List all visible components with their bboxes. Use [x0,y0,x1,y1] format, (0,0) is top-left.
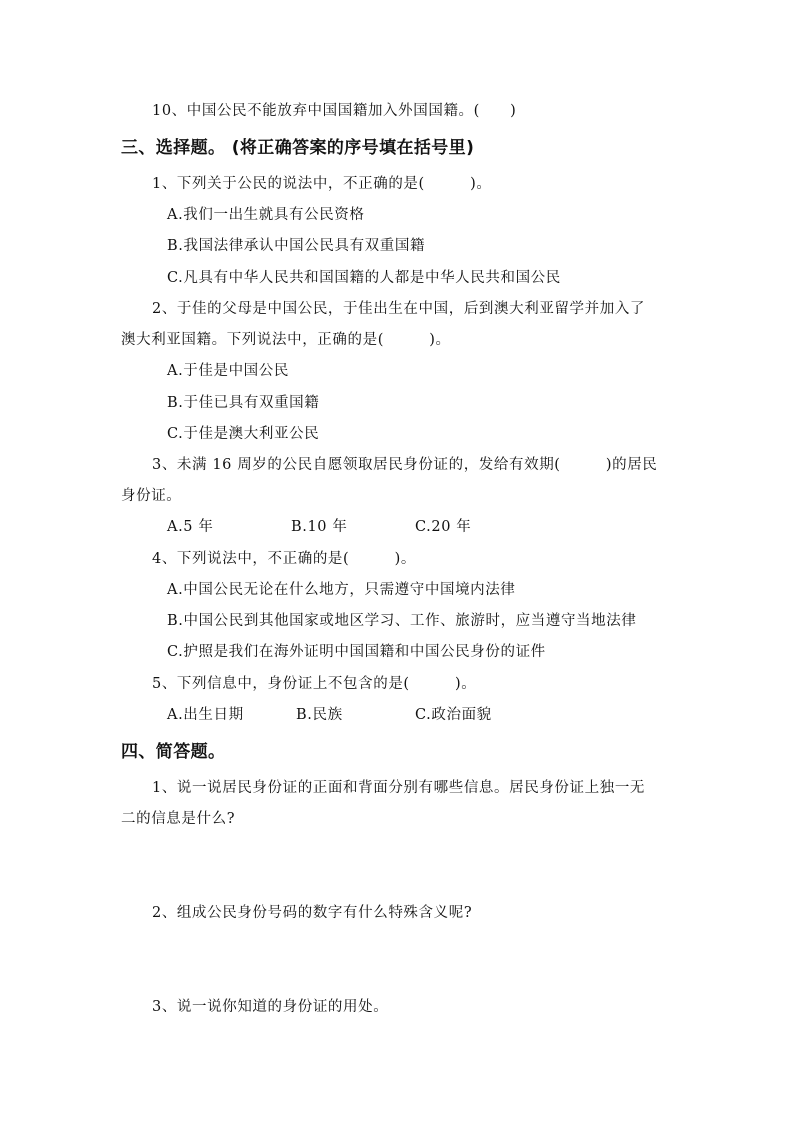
question-2-option-c: C.于佳是澳大利亚公民 [167,426,320,442]
short-question-1-line2: 二的信息是什么? [121,811,236,827]
question-4-option-c: C.护照是我们在海外证明中国国籍和中国公民身份的证件 [167,644,546,660]
section-heading-choice: 三、选择题。 (将正确答案的序号填在括号里) [121,138,475,158]
question-4-stem: 4、下列说法中，不正确的是( )。 [152,551,416,567]
true-false-item-10: 10、中国公民不能放弃中国国籍加入外国国籍。( ) [152,103,517,119]
question-3-stem-line2: 身份证。 [121,488,182,504]
question-2-option-a: A.于佳是中国公民 [167,363,289,379]
question-3-option-c: C.20 年 [415,519,472,535]
question-2-option-b: B.于佳已具有双重国籍 [167,395,320,411]
section-heading-short-answer: 四、简答题。 [121,742,226,762]
question-3-options [167,517,567,537]
question-1-option-a: A.我们一出生就具有公民资格 [167,207,365,223]
question-3-stem-line1: 3、未满 16 周岁的公民自愿领取居民身份证的，发给有效期( )的居民 [152,457,658,473]
question-1-stem: 1、下列关于公民的说法中，不正确的是( )。 [152,176,492,192]
question-4-option-b: B.中国公民到其他国家或地区学习、工作、旅游时，应当遵守当地法律 [167,613,637,629]
question-3-option-a: A.5 年 [167,519,214,535]
question-5-option-c: C.政治面貌 [415,707,492,723]
short-question-3: 3、说一说你知道的身份证的用处。 [152,999,389,1015]
question-3-option-b: B.10 年 [291,519,348,535]
question-1-option-c: C.凡具有中华人民共和国国籍的人都是中华人民共和国公民 [167,270,561,286]
question-5-option-b: B.民族 [296,707,343,723]
question-5-option-a: A.出生日期 [167,707,244,723]
question-5-stem: 5、下列信息中，身份证上不包含的是( )。 [152,676,477,692]
short-question-1-line1: 1、说一说居民身份证的正面和背面分别有哪些信息。居民身份证上独一无 [152,780,646,796]
question-1-option-b: B.我国法律承认中国公民具有双重国籍 [167,238,426,254]
question-2-stem-line2: 澳大利亚国籍。下列说法中，正确的是( )。 [121,332,451,348]
short-question-2: 2、组成公民身份号码的数字有什么特殊含义呢? [152,905,473,921]
question-5-options [167,705,567,725]
question-2-stem-line1: 2、于佳的父母是中国公民，于佳出生在中国，后到澳大利亚留学并加入了 [152,301,646,317]
question-4-option-a: A.中国公民无论在什么地方，只需遵守中国境内法律 [167,582,516,598]
